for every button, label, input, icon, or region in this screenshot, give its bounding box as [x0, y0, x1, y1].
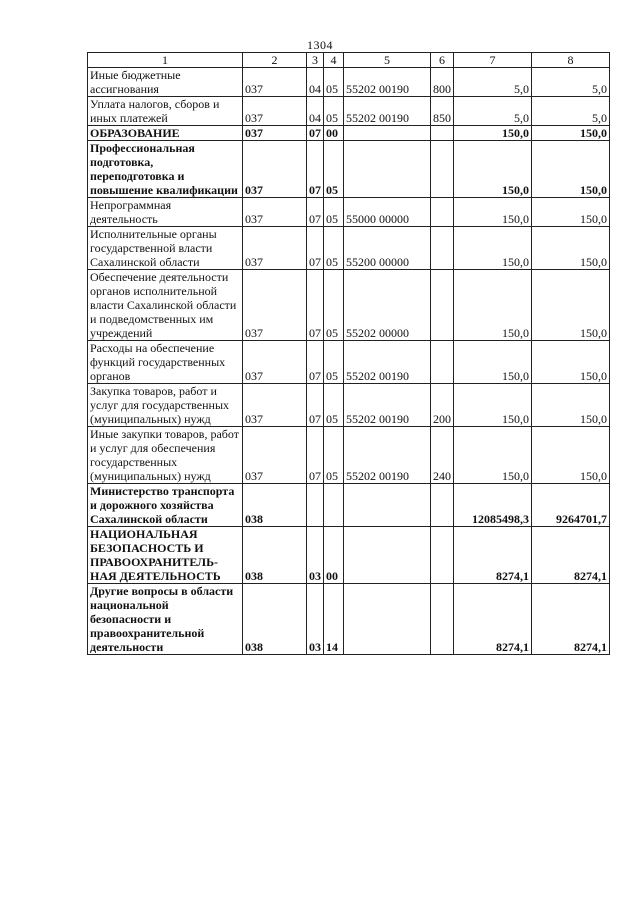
table-row — [88, 198, 610, 227]
target-article-cell: 55202 00190 — [344, 68, 431, 97]
amount-year-2-cell: 150,0 — [532, 341, 610, 384]
target-article-cell — [344, 484, 431, 527]
amount-year-2-cell: 150,0 — [532, 141, 610, 198]
amount-year-2-cell: 150,0 — [532, 427, 610, 484]
section-code-cell: 07 — [307, 141, 324, 198]
target-article-cell — [344, 527, 431, 584]
section-code-cell: 07 — [307, 227, 324, 270]
table-row — [88, 141, 610, 198]
expense-type-cell — [431, 484, 454, 527]
column-number-3: 3 — [307, 53, 324, 68]
section-code-cell: 03 — [307, 527, 324, 584]
row-name-cell: Непрограммная деятельность — [88, 198, 243, 227]
ministry-code-cell: 037 — [243, 341, 307, 384]
expense-type-cell — [431, 141, 454, 198]
column-number-7: 7 — [454, 53, 532, 68]
table-row — [88, 384, 610, 427]
amount-year-1-cell: 150,0 — [454, 141, 532, 198]
table-row — [88, 427, 610, 484]
section-code-cell: 07 — [307, 341, 324, 384]
subsection-code-cell: 05 — [324, 141, 344, 198]
target-article-cell: 55202 00190 — [344, 384, 431, 427]
row-name-cell: Другие вопросы в области национальной безопасности и правоохранительной деятельности — [88, 584, 243, 655]
ministry-code-cell: 037 — [243, 126, 307, 141]
amount-year-1-cell: 12085498,3 — [454, 484, 532, 527]
amount-year-1-cell: 150,0 — [454, 270, 532, 341]
section-code-cell — [307, 484, 324, 527]
section-code-cell: 03 — [307, 584, 324, 655]
section-code-cell: 07 — [307, 384, 324, 427]
target-article-cell — [344, 141, 431, 198]
row-name-cell: Профессиональная подготовка, переподготовка и повышение квалификации — [88, 141, 243, 198]
amount-year-2-cell: 150,0 — [532, 270, 610, 341]
table-row — [88, 484, 610, 527]
ministry-code-cell: 037 — [243, 68, 307, 97]
table-row — [88, 527, 610, 584]
ministry-code-cell: 037 — [243, 227, 307, 270]
amount-year-1-cell: 8274,1 — [454, 584, 532, 655]
amount-year-1-cell: 5,0 — [454, 68, 532, 97]
row-name-cell: Министерство транспорта и дорожного хозяйства Сахалинской области — [88, 484, 243, 527]
ministry-code-cell: 038 — [243, 484, 307, 527]
row-name-cell: НАЦИОНАЛЬНАЯ БЕЗОПАСНОСТЬ И ПРАВООХРАНИТЕЛЬ-НАЯ ДЕЯТЕЛЬНОСТЬ — [88, 527, 243, 584]
amount-year-1-cell: 150,0 — [454, 198, 532, 227]
table-row — [88, 270, 610, 341]
amount-year-1-cell: 150,0 — [454, 227, 532, 270]
target-article-cell: 55202 00190 — [344, 427, 431, 484]
budget-table — [87, 52, 610, 655]
row-name-cell: Уплата налогов, сборов и иных платежей — [88, 97, 243, 126]
subsection-code-cell: 05 — [324, 270, 344, 341]
ministry-code-cell: 037 — [243, 384, 307, 427]
section-code-cell: 04 — [307, 68, 324, 97]
amount-year-2-cell: 150,0 — [532, 126, 610, 141]
section-code-cell: 07 — [307, 270, 324, 341]
table-row — [88, 97, 610, 126]
expense-type-cell — [431, 341, 454, 384]
amount-year-2-cell: 5,0 — [532, 97, 610, 126]
row-name-cell: Обеспечение деятельности органов исполнительной власти Сахалинской области и подведомственных им учреждений — [88, 270, 243, 341]
target-article-cell — [344, 584, 431, 655]
subsection-code-cell: 14 — [324, 584, 344, 655]
column-number-2: 2 — [243, 53, 307, 68]
page-number: 1304 — [307, 38, 333, 52]
section-code-cell: 07 — [307, 427, 324, 484]
section-code-cell: 07 — [307, 198, 324, 227]
subsection-code-cell: 05 — [324, 341, 344, 384]
subsection-code-cell: 00 — [324, 527, 344, 584]
table-body — [88, 68, 610, 655]
column-number-5: 5 — [344, 53, 431, 68]
expense-type-cell — [431, 227, 454, 270]
expense-type-cell — [431, 198, 454, 227]
ministry-code-cell: 037 — [243, 141, 307, 198]
column-number-6: 6 — [431, 53, 454, 68]
expense-type-cell: 240 — [431, 427, 454, 484]
expense-type-cell: 800 — [431, 68, 454, 97]
section-code-cell: 04 — [307, 97, 324, 126]
subsection-code-cell: 05 — [324, 97, 344, 126]
subsection-code-cell: 00 — [324, 126, 344, 141]
ministry-code-cell: 037 — [243, 270, 307, 341]
ministry-code-cell: 037 — [243, 198, 307, 227]
table-row — [88, 126, 610, 141]
ministry-code-cell: 038 — [243, 527, 307, 584]
target-article-cell: 55200 00000 — [344, 227, 431, 270]
amount-year-2-cell: 8274,1 — [532, 584, 610, 655]
amount-year-2-cell: 5,0 — [532, 68, 610, 97]
amount-year-2-cell: 150,0 — [532, 198, 610, 227]
table-row — [88, 341, 610, 384]
row-name-cell: Иные бюджетные ассигнования — [88, 68, 243, 97]
amount-year-2-cell: 150,0 — [532, 384, 610, 427]
amount-year-1-cell: 150,0 — [454, 384, 532, 427]
column-number-row — [88, 53, 610, 68]
amount-year-1-cell: 5,0 — [454, 97, 532, 126]
amount-year-1-cell: 150,0 — [454, 427, 532, 484]
expense-type-cell — [431, 584, 454, 655]
amount-year-1-cell: 150,0 — [454, 341, 532, 384]
target-article-cell — [344, 126, 431, 141]
column-number-1: 1 — [88, 53, 243, 68]
subsection-code-cell: 05 — [324, 198, 344, 227]
row-name-cell: Расходы на обеспечение функций государственных органов — [88, 341, 243, 384]
subsection-code-cell: 05 — [324, 68, 344, 97]
table-row — [88, 584, 610, 655]
column-number-8: 8 — [532, 53, 610, 68]
target-article-cell: 55202 00000 — [344, 270, 431, 341]
amount-year-2-cell: 8274,1 — [532, 527, 610, 584]
expense-type-cell: 200 — [431, 384, 454, 427]
row-name-cell: Закупка товаров, работ и услуг для государственных (муниципальных) нужд — [88, 384, 243, 427]
subsection-code-cell: 05 — [324, 227, 344, 270]
table-row — [88, 227, 610, 270]
subsection-code-cell: 05 — [324, 427, 344, 484]
target-article-cell: 55202 00190 — [344, 97, 431, 126]
amount-year-1-cell: 150,0 — [454, 126, 532, 141]
ministry-code-cell: 038 — [243, 584, 307, 655]
section-code-cell: 07 — [307, 126, 324, 141]
subsection-code-cell — [324, 484, 344, 527]
expense-type-cell: 850 — [431, 97, 454, 126]
column-number-4: 4 — [324, 53, 344, 68]
expense-type-cell — [431, 270, 454, 341]
row-name-cell: ОБРАЗОВАНИЕ — [88, 126, 243, 141]
table-row — [88, 68, 610, 97]
target-article-cell: 55202 00190 — [344, 341, 431, 384]
amount-year-1-cell: 8274,1 — [454, 527, 532, 584]
row-name-cell: Исполнительные органы государственной власти Сахалинской области — [88, 227, 243, 270]
row-name-cell: Иные закупки товаров, работ и услуг для обеспечения государственных (муниципальных) нужд — [88, 427, 243, 484]
target-article-cell: 55000 00000 — [344, 198, 431, 227]
expense-type-cell — [431, 126, 454, 141]
subsection-code-cell: 05 — [324, 384, 344, 427]
amount-year-2-cell: 150,0 — [532, 227, 610, 270]
amount-year-2-cell: 9264701,7 — [532, 484, 610, 527]
ministry-code-cell: 037 — [243, 427, 307, 484]
ministry-code-cell: 037 — [243, 97, 307, 126]
expense-type-cell — [431, 527, 454, 584]
